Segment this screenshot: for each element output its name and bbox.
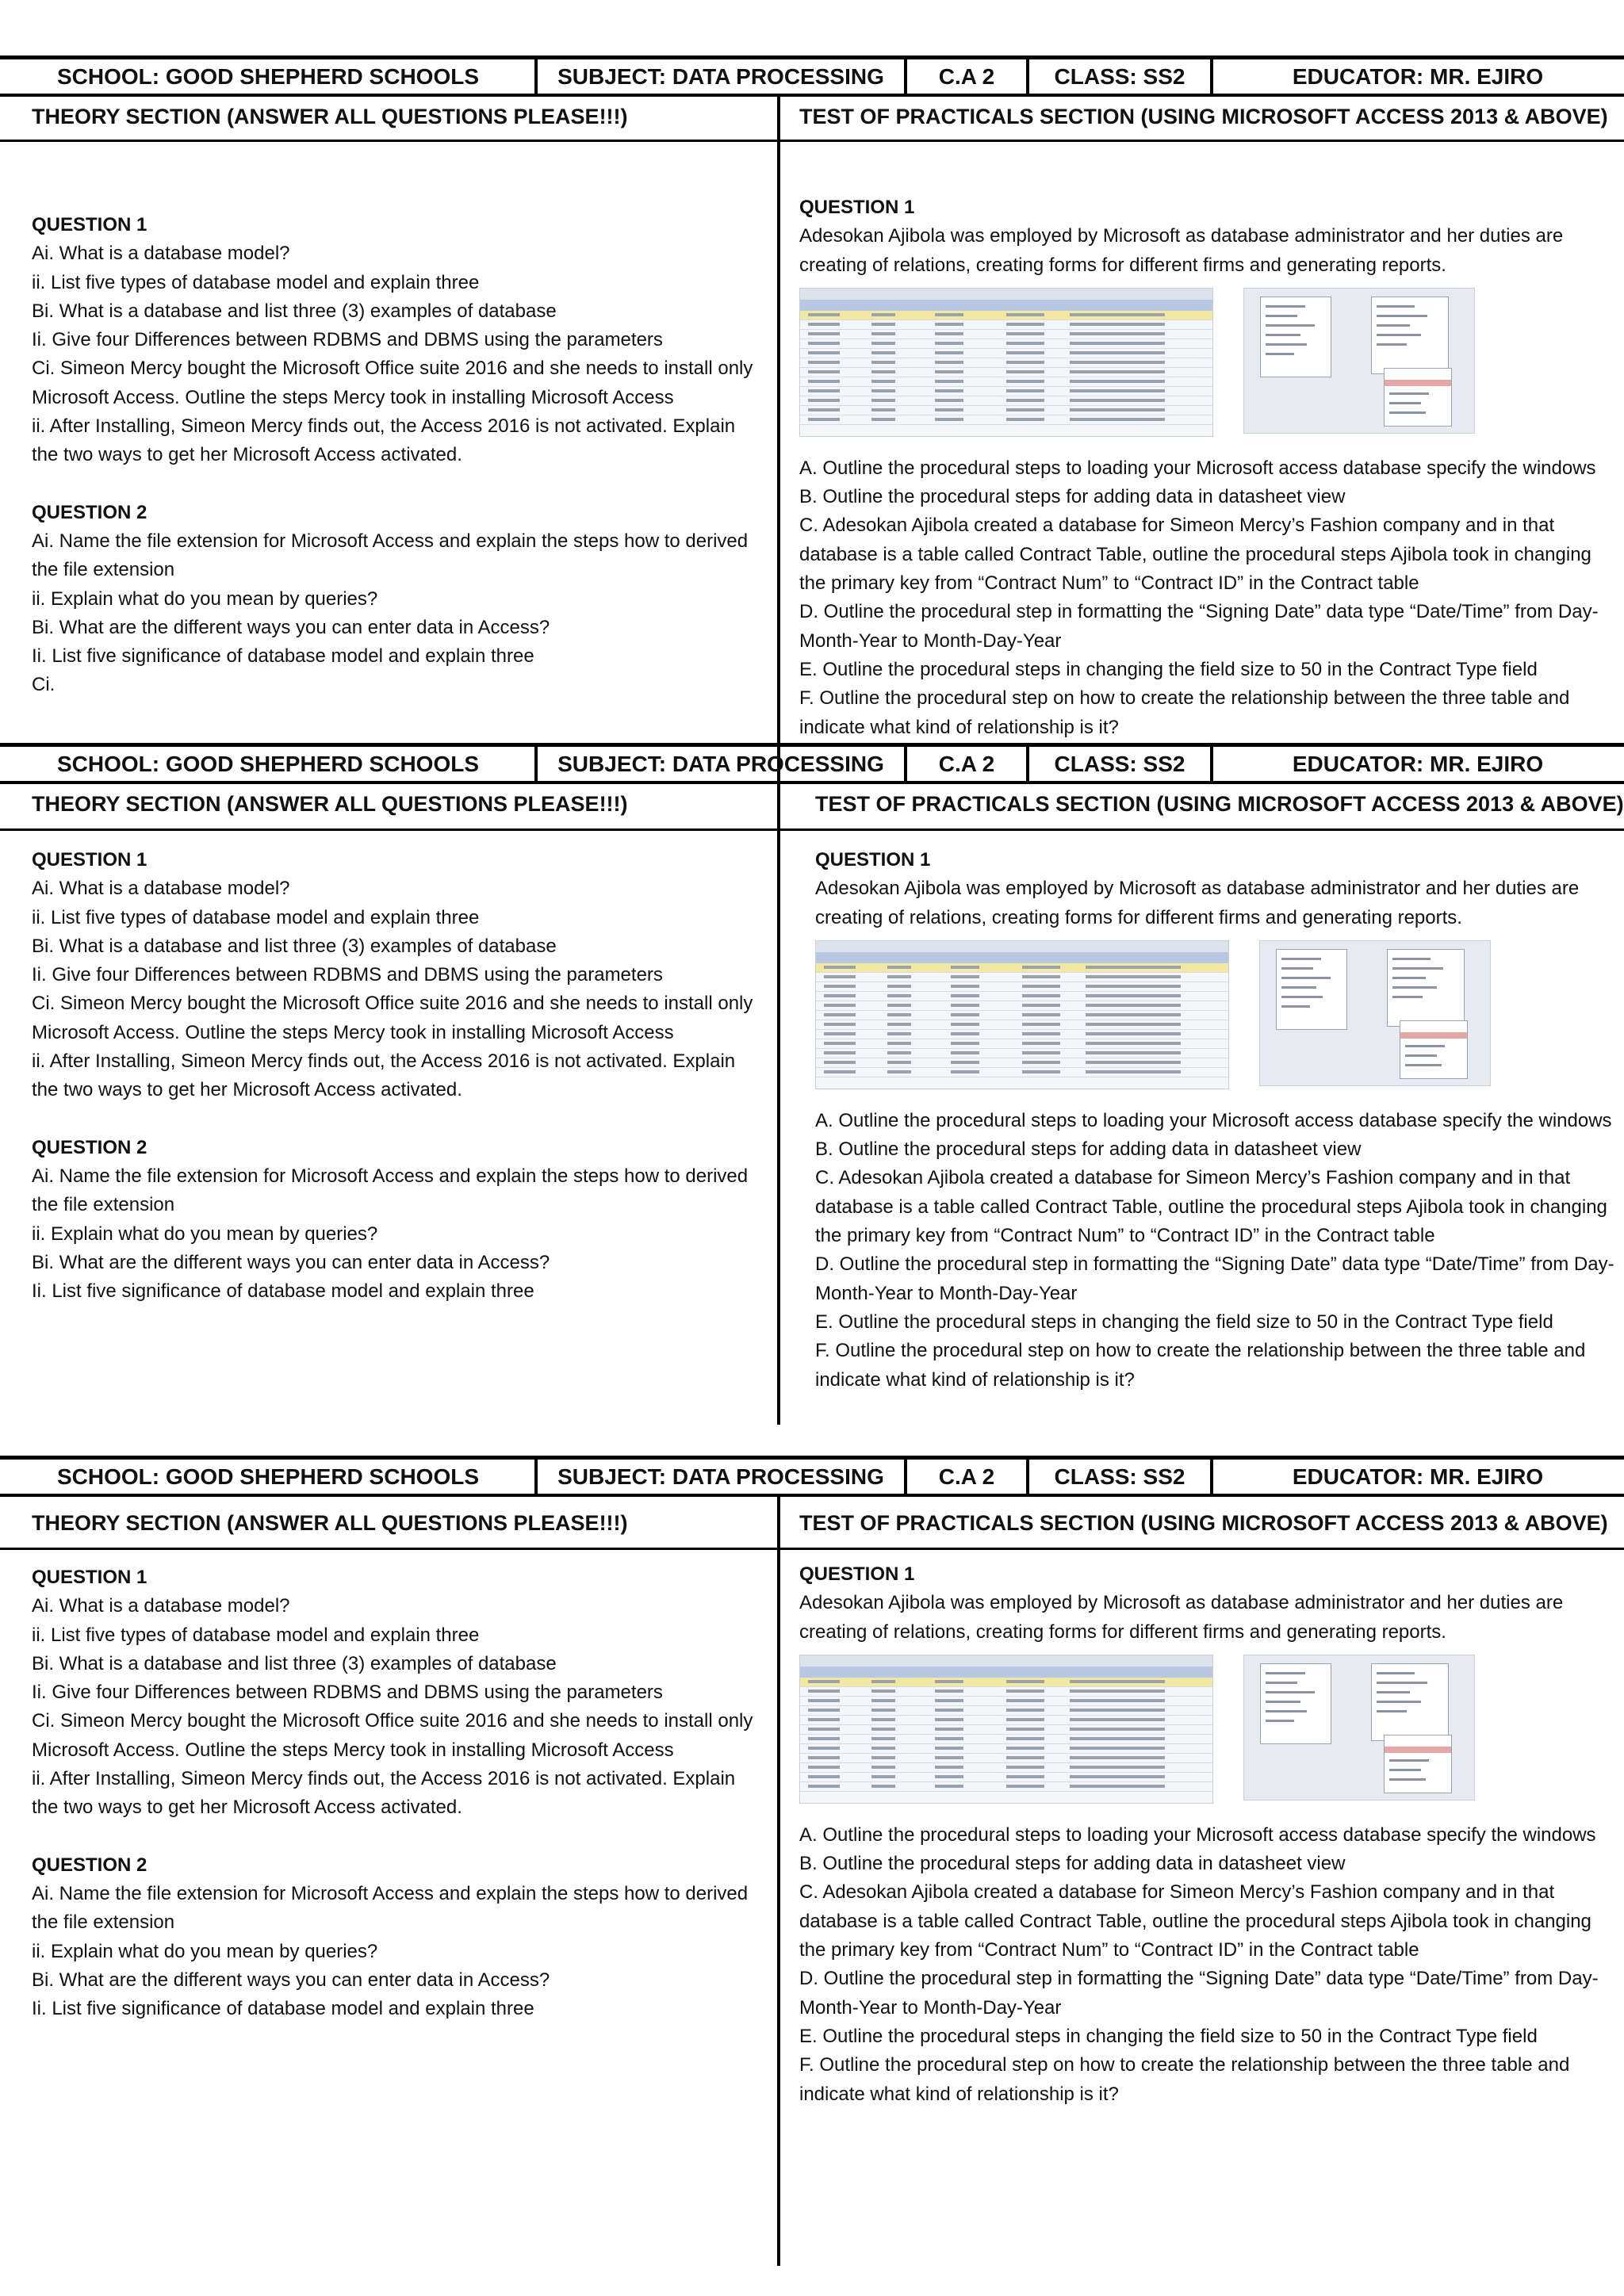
exam-section (0, 1456, 1624, 2272)
spacer (32, 470, 753, 499)
question-line: Ai. Name the file extension for Microsoft Access and explain the steps how to derived the file extension (32, 1165, 749, 1216)
table-row (800, 1678, 1212, 1687)
table-row (816, 1039, 1228, 1049)
educator-label: EDUCATOR: MR. EJIRO (1292, 63, 1544, 89)
practical-column (799, 1560, 1618, 2109)
table-rows (800, 311, 1212, 425)
table-header-row (816, 952, 1228, 963)
relationship-table-box (1260, 297, 1331, 377)
practical-column (815, 846, 1618, 1395)
practical-item: E. Outline the procedural steps in changing the field size to 50 in the Contract Type field (815, 1311, 1553, 1333)
contracts-table-screenshot (799, 288, 1213, 437)
title-underline (0, 828, 777, 831)
theory-question-2-heading: QUESTION 2 (32, 1854, 147, 1876)
question-line: Bi. What are the different ways you can enter data in Access? (32, 616, 550, 638)
relationship-table-box (1260, 1663, 1331, 1744)
table-row (800, 1716, 1212, 1725)
practical-item: D. Outline the procedural step in formatting the “Signing Date” data type “Date/Time” from Day-Month-Year to Month-Day-Year (815, 1253, 1614, 1304)
table-row (800, 1697, 1212, 1706)
question-line: Ii. List five significance of database model and explain three (32, 1998, 534, 2020)
header-divider (1026, 1460, 1029, 1494)
access-screenshot-area (815, 940, 1618, 1099)
table-row (800, 1754, 1212, 1763)
table-row (816, 1011, 1228, 1020)
theory-question-1-heading: QUESTION 1 (32, 214, 147, 235)
table-row (816, 1058, 1228, 1068)
practical-item: D. Outline the procedural step in formatting the “Signing Date” data type “Date/Time” from Day-Month-Year to Month-Day-Year (799, 1968, 1599, 2019)
table-row (816, 963, 1228, 973)
relationships-screenshot (1259, 940, 1491, 1086)
practical-question-1-heading: QUESTION 1 (799, 1563, 915, 1585)
practical-column (799, 193, 1618, 742)
exam-section (0, 55, 1624, 791)
practical-item: A. Outline the procedural steps to loading your Microsoft access database specify the windows (799, 1823, 1596, 1846)
relationship-table-box (1371, 1663, 1449, 1741)
subject-name: SUBJECT: DATA PROCESSING (557, 1464, 884, 1489)
exam-header (0, 55, 1624, 97)
relationship-table-box (1387, 949, 1465, 1027)
educator-label: EDUCATOR: MR. EJIRO (1292, 1464, 1544, 1489)
relationships-screenshot (1243, 288, 1475, 434)
table-row (800, 1773, 1212, 1782)
question-line: ii. List five types of database model and explain three (32, 1624, 480, 1646)
table-row (800, 1744, 1212, 1754)
theory-section-title: THEORY SECTION (ANSWER ALL QUESTIONS PLEASE!!!) (32, 105, 628, 128)
theory-question-2-heading: QUESTION 2 (32, 1136, 147, 1158)
question-line: Bi. What is a database and list three (3) examples of database (32, 935, 557, 957)
practical-item: E. Outline the procedural steps in changing the field size to 50 in the Contract Type field (799, 2025, 1538, 2047)
question-line: Ii. Give four Differences between RDBMS and DBMS using the parameters (32, 964, 663, 986)
header-divider (904, 1460, 907, 1494)
question-line: Ii. List five significance of database model and explain three (32, 1280, 534, 1303)
question-line: Ci. Simeon Mercy bought the Microsoft Office suite 2016 and she needs to install only Microsoft Access. Outline the steps Mercy took in installing Microsoft Access (32, 358, 753, 408)
table-row (800, 387, 1212, 396)
question-line: Bi. What are the different ways you can enter data in Access? (32, 1969, 550, 1991)
table-row (816, 1020, 1228, 1030)
spacer (32, 1105, 753, 1134)
practical-section-title: TEST OF PRACTICALS SECTION (USING MICROSOFT ACCESS 2013 & ABOVE) (799, 1511, 1608, 1535)
table-row (816, 973, 1228, 982)
relationship-table-box (1384, 1735, 1452, 1793)
table-row (800, 1706, 1212, 1716)
practical-item: B. Outline the procedural steps for adding data in datasheet view (799, 1853, 1346, 1875)
question-line: Ai. What is a database model? (32, 878, 290, 900)
question-line: Ii. List five significance of database model and explain three (32, 645, 534, 668)
subject-name: SUBJECT: DATA PROCESSING (557, 751, 884, 776)
title-underline (0, 1548, 777, 1550)
table-row (800, 415, 1212, 425)
header-divider (534, 747, 538, 781)
table-row (816, 1049, 1228, 1058)
question-line: Ci. (32, 674, 56, 696)
table-row (800, 377, 1212, 387)
title-underline (780, 1548, 1624, 1550)
practical-section-title: TEST OF PRACTICALS SECTION (USING MICROSOFT ACCESS 2013 & ABOVE) (815, 792, 1624, 816)
practical-item: A. Outline the procedural steps to loading your Microsoft access database specify the windows (815, 1109, 1612, 1131)
school-name: SCHOOL: GOOD SHEPHERD SCHOOLS (56, 63, 480, 89)
practical-item: F. Outline the procedural step on how to create the relationship between the three table and indicate what kind of relationship is it? (799, 2054, 1570, 2105)
assessment-label: C.A 2 (938, 63, 995, 89)
table-row (800, 320, 1212, 330)
practical-item: C. Adesokan Ajibola created a database for Simeon Mercy’s Fashion company and in that database is a table called Contract Table, outline the procedural steps Ajibola took in changing the primary key from “Contract Num” to “Contract ID” in the Contract table (799, 1881, 1591, 1961)
question-line: Ai. What is a database model? (32, 243, 290, 265)
table-row (800, 330, 1212, 339)
question-line: Ai. Name the file extension for Microsoft Access and explain the steps how to derived the file extension (32, 1882, 749, 1934)
table-tab-bar (816, 941, 1228, 952)
question-line: Ai. Name the file extension for Microsoft Access and explain the steps how to derived the file extension (32, 530, 749, 581)
question-line: ii. Explain what do you mean by queries? (32, 1223, 378, 1245)
header-divider (534, 1460, 538, 1494)
theory-column (32, 211, 753, 700)
table-row (800, 396, 1212, 406)
relationship-table-box (1371, 297, 1449, 374)
header-divider (904, 747, 907, 781)
exam-section (0, 743, 1624, 1431)
table-rows (816, 963, 1228, 1077)
header-divider (1210, 747, 1213, 781)
table-header-row (800, 300, 1212, 311)
table-tab-bar (800, 1655, 1212, 1667)
header-divider (904, 59, 907, 94)
table-row (800, 311, 1212, 320)
question-line: Bi. What is a database and list three (3) examples of database (32, 300, 557, 322)
question-line: Bi. What are the different ways you can enter data in Access? (32, 1251, 550, 1273)
exam-header (0, 1456, 1624, 1497)
table-row (800, 349, 1212, 358)
header-divider (1026, 59, 1029, 94)
table-row (800, 339, 1212, 349)
table-row (800, 1735, 1212, 1744)
practical-section-title: TEST OF PRACTICALS SECTION (USING MICROSOFT ACCESS 2013 & ABOVE) (799, 105, 1608, 128)
practical-item: B. Outline the procedural steps for adding data in datasheet view (799, 486, 1346, 508)
header-divider (1210, 59, 1213, 94)
table-row (816, 992, 1228, 1001)
theory-section-title: THEORY SECTION (ANSWER ALL QUESTIONS PLEASE!!!) (32, 1511, 628, 1535)
educator-label: EDUCATOR: MR. EJIRO (1292, 751, 1544, 776)
question-line: Ii. Give four Differences between RDBMS and DBMS using the parameters (32, 329, 663, 351)
question-line: ii. Explain what do you mean by queries? (32, 587, 378, 610)
question-line: ii. List five types of database model and explain three (32, 906, 480, 928)
relationships-screenshot (1243, 1655, 1475, 1800)
assessment-label: C.A 2 (938, 751, 995, 776)
table-row (800, 1725, 1212, 1735)
practical-intro: Adesokan Ajibola was employed by Microsoft as database administrator and her duties are creating of relations, creating forms for different firms and generating reports. (815, 878, 1580, 928)
subject-name: SUBJECT: DATA PROCESSING (557, 63, 884, 89)
table-row (800, 406, 1212, 415)
relationship-table-box (1384, 368, 1452, 427)
practical-question-1-heading: QUESTION 1 (799, 197, 915, 218)
column-divider (777, 784, 780, 1425)
question-line: ii. List five types of database model and explain three (32, 271, 480, 293)
question-line: Ci. Simeon Mercy bought the Microsoft Office suite 2016 and she needs to install only Microsoft Access. Outline the steps Mercy took in installing Microsoft Access (32, 993, 753, 1043)
header-divider (1210, 1460, 1213, 1494)
table-row (800, 1687, 1212, 1697)
practical-item: F. Outline the procedural step on how to create the relationship between the three table and indicate what kind of relationship is it? (815, 1340, 1586, 1391)
practical-item: E. Outline the procedural steps in changing the field size to 50 in the Contract Type field (799, 658, 1538, 680)
practical-item: D. Outline the procedural step in formatting the “Signing Date” data type “Date/Time” from Day-Month-Year to Month-Day-Year (799, 601, 1599, 652)
class-label: CLASS: SS2 (1054, 63, 1185, 89)
contracts-table-screenshot (815, 940, 1229, 1089)
header-divider (534, 59, 538, 94)
practical-question-1-heading: QUESTION 1 (815, 849, 931, 871)
question-line: ii. After Installing, Simeon Mercy finds out, the Access 2016 is not activated. Explain the two ways to get her Microsoft Access activated. (32, 1050, 736, 1101)
theory-column (32, 846, 753, 1306)
title-underline (0, 140, 777, 142)
table-tab-bar (800, 289, 1212, 300)
practical-item: A. Outline the procedural steps to loading your Microsoft access database specify the windows (799, 457, 1596, 479)
column-divider (777, 97, 780, 785)
access-screenshot-area (799, 288, 1618, 446)
school-name: SCHOOL: GOOD SHEPHERD SCHOOLS (56, 1464, 480, 1489)
theory-question-1-heading: QUESTION 1 (32, 849, 147, 871)
theory-question-1-heading: QUESTION 1 (32, 1567, 147, 1588)
question-line: ii. Explain what do you mean by queries? (32, 1940, 378, 1962)
column-divider (777, 1497, 780, 2266)
table-row (816, 1030, 1228, 1039)
school-name: SCHOOL: GOOD SHEPHERD SCHOOLS (56, 751, 480, 776)
table-row (800, 368, 1212, 377)
exam-header (0, 743, 1624, 784)
table-rows (800, 1678, 1212, 1792)
spacer (32, 1823, 753, 1851)
theory-question-2-heading: QUESTION 2 (32, 501, 147, 523)
practical-item: F. Outline the procedural step on how to create the relationship between the three table and indicate what kind of relationship is it? (799, 687, 1570, 738)
table-row (816, 1068, 1228, 1077)
relationship-table-box (1400, 1020, 1468, 1079)
practical-intro: Adesokan Ajibola was employed by Microsoft as database administrator and her duties are creating of relations, creating forms for different firms and generating reports. (799, 1592, 1564, 1643)
practical-intro: Adesokan Ajibola was employed by Microsoft as database administrator and her duties are creating of relations, creating forms for different firms and generating reports. (799, 225, 1564, 276)
relationship-table-box (1276, 949, 1347, 1030)
theory-column (32, 1563, 753, 2023)
question-line: Ii. Give four Differences between RDBMS and DBMS using the parameters (32, 1682, 663, 1704)
class-label: CLASS: SS2 (1054, 751, 1185, 776)
assessment-label: C.A 2 (938, 1464, 995, 1489)
table-row (800, 1782, 1212, 1792)
practical-item: B. Outline the procedural steps for adding data in datasheet view (815, 1138, 1362, 1161)
header-divider (1026, 747, 1029, 781)
table-header-row (800, 1667, 1212, 1678)
access-screenshot-area (799, 1655, 1618, 1813)
question-line: Ci. Simeon Mercy bought the Microsoft Office suite 2016 and she needs to install only Microsoft Access. Outline the steps Mercy took in installing Microsoft Access (32, 1710, 753, 1761)
table-row (800, 358, 1212, 368)
table-row (816, 982, 1228, 992)
table-row (816, 1001, 1228, 1011)
theory-section-title: THEORY SECTION (ANSWER ALL QUESTIONS PLEASE!!!) (32, 792, 628, 816)
contracts-table-screenshot (799, 1655, 1213, 1804)
class-label: CLASS: SS2 (1054, 1464, 1185, 1489)
question-line: Bi. What is a database and list three (3) examples of database (32, 1652, 557, 1674)
practical-item: C. Adesokan Ajibola created a database for Simeon Mercy’s Fashion company and in that database is a table called Contract Table, outline the procedural steps Ajibola took in changing the primary key from “Contract Num” to “Contract ID” in the Contract table (799, 515, 1591, 595)
practical-item: C. Adesokan Ajibola created a database for Simeon Mercy’s Fashion company and in that database is a table called Contract Table, outline the procedural steps Ajibola took in changing the primary key from “Contract Num” to “Contract ID” in the Contract table (815, 1167, 1607, 1247)
question-line: ii. After Installing, Simeon Mercy finds out, the Access 2016 is not activated. Explain the two ways to get her Microsoft Access activated. (32, 415, 736, 466)
question-line: ii. After Installing, Simeon Mercy finds out, the Access 2016 is not activated. Explain the two ways to get her Microsoft Access activated. (32, 1768, 736, 1819)
title-underline (780, 828, 1624, 831)
table-row (800, 1763, 1212, 1773)
title-underline (780, 140, 1624, 142)
question-line: Ai. What is a database model? (32, 1595, 290, 1617)
